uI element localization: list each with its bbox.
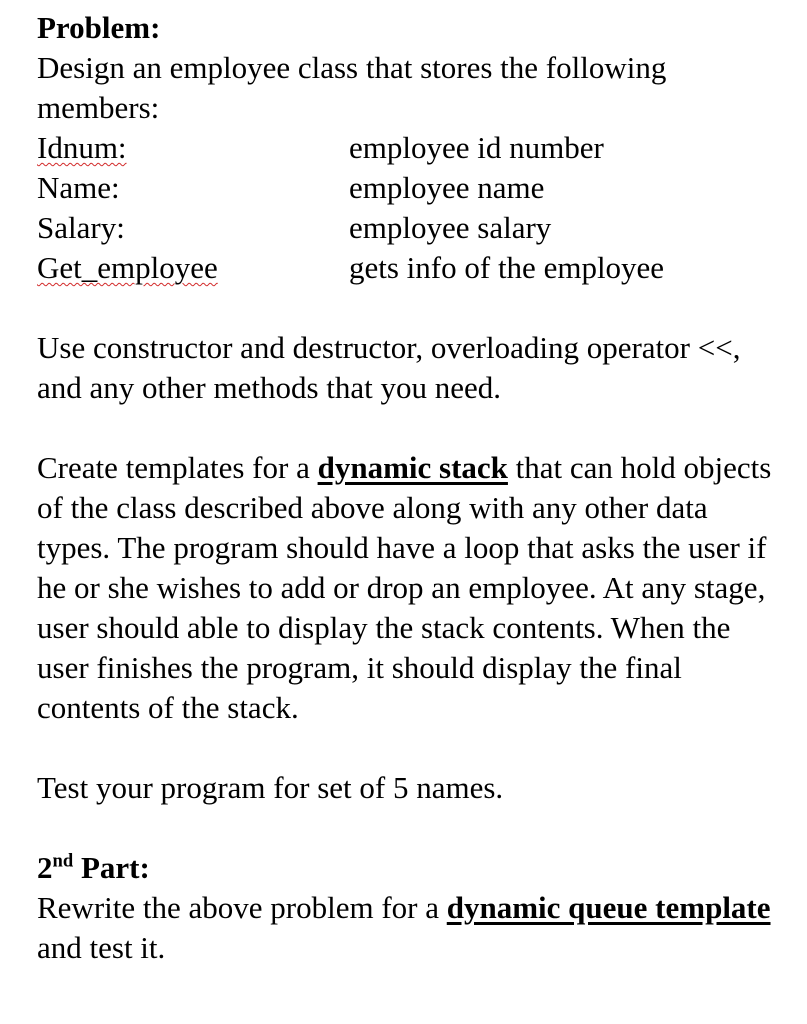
part2-heading [37, 848, 787, 888]
member-name: Name: [37, 170, 120, 205]
member-name: Idnum: [37, 130, 127, 165]
part2-heading-rest: Part: [73, 850, 150, 885]
part2-heading-num: 2 [37, 850, 53, 885]
member-name: Salary: [37, 210, 125, 245]
member-list [37, 128, 787, 288]
stack-text-before: Create templates for a [37, 450, 318, 485]
member-desc: employee salary [349, 210, 552, 245]
test-paragraph: Test your program for set of 5 names. [37, 770, 504, 805]
member-row [37, 248, 787, 288]
spacer [37, 808, 787, 848]
problem-intro: Design an employee class that stores the following members: [37, 50, 667, 125]
stack-paragraph [37, 448, 787, 728]
problem-heading: Problem: [37, 10, 161, 45]
member-desc: gets info of the employee [349, 250, 665, 285]
member-name: Get_employee [37, 250, 218, 285]
member-row [37, 208, 787, 248]
dynamic-queue-emphasis: dynamic queue template [446, 890, 771, 925]
stack-text-after: that can hold objects of the class described above along with any other data types. The program should have a loop that asks the user if he or she wishes to add or drop an employee. At any stage, user should able to display the stack contents. When the user finishes the program, it should display the final contents of the stack. [37, 450, 772, 725]
spacer [37, 728, 787, 768]
dynamic-stack-emphasis: dynamic stack [317, 450, 508, 485]
spacer [37, 288, 787, 328]
member-desc: employee name [349, 170, 545, 205]
part2-paragraph [37, 888, 787, 968]
constructor-paragraph: Use constructor and destructor, overloading operator <<, and any other methods that you need. [37, 330, 741, 405]
spacer [37, 408, 787, 448]
member-row [37, 168, 787, 208]
part2-text-after: and test it. [37, 930, 166, 965]
part2-text-before: Rewrite the above problem for a [37, 890, 447, 925]
member-row [37, 128, 787, 168]
document-page [37, 0, 787, 968]
part2-heading-sup: nd [52, 850, 74, 872]
member-desc: employee id number [349, 130, 604, 165]
